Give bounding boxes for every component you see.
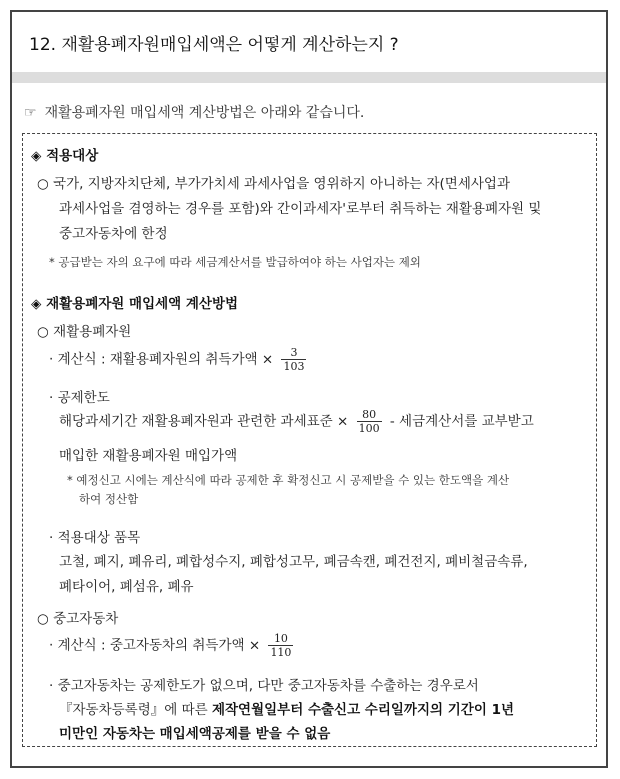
fraction-10-110: [268, 632, 293, 659]
used-car-note-3: 미만인 자동차는 매입세액공제를 받을 수 없음: [59, 726, 331, 742]
items-label: · 적용대상 품목: [49, 530, 141, 546]
page-title: 12. 재활용폐자원매입세액은 어떻게 계산하는지 ?: [29, 35, 399, 55]
limit-footnote-1: * 예정신고 시에는 계산식에 따라 공제한 후 확정신고 시 공제받을 수 있는 한도액을 계산: [67, 473, 510, 487]
recycled-formula-label: · 계산식 : 재활용폐자원의 취득가액 ×: [49, 351, 274, 368]
document-frame: [10, 10, 608, 768]
fraction-denominator: 103: [283, 360, 305, 373]
used-car-note-2: [59, 698, 514, 718]
content-box: [22, 133, 597, 747]
fraction-numerator: 80: [357, 408, 382, 422]
pointing-hand-icon: ☞: [24, 105, 37, 121]
subsection-used-car: ○ 중고자동차: [37, 611, 119, 627]
subsection-recycled: ○ 재활용폐자원: [37, 324, 132, 340]
used-car-formula-label: · 계산식 : 중고자동차의 취득가액 ×: [49, 637, 261, 654]
limit-formula: [59, 408, 534, 435]
items-line-2: 폐타이어, 폐섬유, 폐유: [59, 579, 194, 595]
recycled-formula: [49, 346, 310, 373]
used-car-note-1: · 중고자동차는 공제한도가 없으며, 다만 중고자동차를 수출하는 경우로서: [49, 678, 479, 694]
fraction-80-100: [357, 408, 382, 435]
limit-formula-post: - 세금계산서를 교부받고: [389, 413, 534, 430]
limit-line-2: 매입한 재활용폐자원 매입가액: [59, 448, 238, 464]
target-line-3: 중고자동차에 한정: [59, 226, 168, 242]
fraction-denominator: 100: [358, 422, 380, 435]
limit-footnote-2: 하여 정산함: [79, 492, 139, 506]
intro-text: 재활용폐자원 매입세액 계산방법은 아래와 같습니다.: [44, 105, 365, 121]
used-car-note-2-pre: 『자동차등록령』에 따른: [59, 702, 212, 718]
fraction-denominator: 110: [270, 646, 292, 659]
fraction-numerator: 10: [268, 632, 293, 646]
fraction-3-103: [281, 346, 306, 373]
limit-formula-pre: 해당과세기간 재활용폐자원과 관련한 과세표준 ×: [59, 413, 349, 430]
used-car-note-2-bold: 제작연월일부터 수출신고 수리일까지의 기간이 1년: [211, 702, 515, 718]
fraction-numerator: 3: [281, 346, 306, 360]
section-heading-target: ◈ 적용대상: [31, 148, 99, 164]
title-underline-bar: [12, 72, 606, 83]
target-footnote: * 공급받는 자의 요구에 따라 세금계산서를 발급하여야 하는 사업자는 제외: [49, 255, 421, 269]
target-line-2: 과세사업을 겸영하는 경우를 포함)와 간이과세자'로부터 취득하는 재활용폐자원 및: [59, 201, 542, 217]
items-line-1: 고철, 폐지, 폐유리, 폐합성수지, 폐합성고무, 폐금속캔, 폐건전지, 폐비철금속류,: [59, 554, 528, 570]
title-bar: [12, 12, 606, 73]
target-line-1: ○ 국가, 지방자치단체, 부가가치세 과세사업을 영위하지 아니하는 자(면세사업과: [37, 176, 510, 192]
used-car-formula: [49, 632, 297, 659]
intro-line: [24, 102, 364, 122]
limit-label: · 공제한도: [49, 390, 110, 406]
section-heading-method: ◈ 재활용폐자원 매입세액 계산방법: [31, 296, 239, 312]
